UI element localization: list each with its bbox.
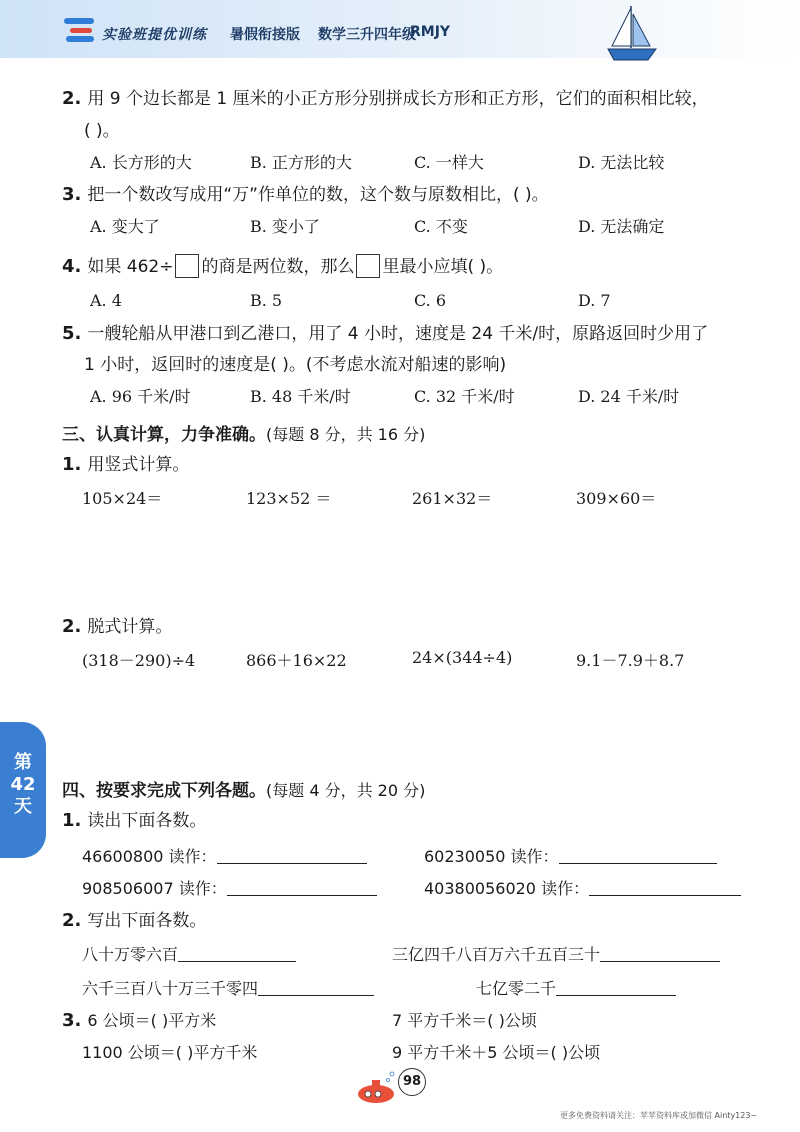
submarine-icon <box>354 1068 400 1108</box>
write-number-4: 七亿零二千 <box>476 978 676 1000</box>
vertical-calc-1: 105×24＝ <box>82 489 163 508</box>
q3-option-d[interactable]: D. 无法确定 <box>578 217 665 236</box>
write-number-3: 六千三百八十万三千零四 <box>82 978 374 1000</box>
answer-line[interactable] <box>227 879 377 896</box>
grade-label: 数学三升四年级 <box>318 27 416 43</box>
page-number: 98 <box>398 1068 426 1096</box>
stepwise-calc-4: 9.1－7.9＋8.7 <box>576 651 685 670</box>
q4-option-d[interactable]: D. 7 <box>578 291 611 310</box>
q2-option-b[interactable]: B. 正方形的大 <box>250 153 352 172</box>
section-3-sub-1: 1. 用竖式计算。 <box>62 454 190 475</box>
read-number-1: 46600800 读作： <box>82 846 367 868</box>
stepwise-calc-1: (318－290)÷4 <box>82 651 196 670</box>
section-4-sub-3: 3. 6 公顷＝( )平方米 <box>62 1010 217 1031</box>
vertical-calc-3: 261×32＝ <box>412 489 493 508</box>
stepwise-calc-3: 24×(344÷4) <box>412 648 513 667</box>
section-3-heading: 三、认真计算，力争准确。(每题 8 分，共 16 分) <box>62 425 426 445</box>
answer-line[interactable] <box>178 945 296 962</box>
question-5-line2: 1 小时，返回时的速度是( )。(不考虑水流对船速的影响) <box>84 355 507 375</box>
brand-title: 实验班提优训练 <box>102 27 207 43</box>
edition-label: 暑假衔接版 <box>230 27 300 43</box>
publisher-code: RMJY <box>410 24 451 40</box>
answer-line[interactable] <box>258 979 374 996</box>
footer-note: 更多免费资料请关注：苹苹资料库或加微信 Ainty123~ <box>560 1111 758 1120</box>
answer-line[interactable] <box>559 847 717 864</box>
q5-option-d[interactable]: D. 24 千米/时 <box>578 387 680 406</box>
question-2: 2. 用 9 个边长都是 1 厘米的小正方形分别拼成长方形和正方形，它们的面积相比较， <box>62 88 709 109</box>
q4-option-a[interactable]: A. 4 <box>90 291 122 310</box>
question-5: 5. 一艘轮船从甲港口到乙港口，用了 4 小时，速度是 24 千米/时，原路返回时少用了 <box>62 323 709 344</box>
unit-convert-4: 9 平方千米＋5 公顷＝( )公顷 <box>392 1043 601 1062</box>
read-number-2: 60230050 读作： <box>424 846 717 868</box>
brand-logo-icon <box>62 14 98 48</box>
write-number-2: 三亿四千八百万六千五百三十 <box>392 944 720 966</box>
answer-box[interactable] <box>356 254 380 278</box>
section-4-sub-2: 2. 写出下面各数。 <box>62 910 207 931</box>
section-3-sub-2: 2. 脱式计算。 <box>62 616 173 637</box>
unit-convert-2: 7 平方千米＝( )公顷 <box>392 1011 537 1030</box>
q2-option-a[interactable]: A. 长方形的大 <box>90 153 192 172</box>
q2-option-d[interactable]: D. 无法比较 <box>578 153 665 172</box>
read-number-3: 908506007 读作： <box>82 878 377 900</box>
q3-option-a[interactable]: A. 变大了 <box>90 217 160 236</box>
answer-line[interactable] <box>556 979 676 996</box>
question-4: 4. 如果 462÷ 的商是两位数，那么 里最小应填( )。 <box>62 256 504 277</box>
q5-option-b[interactable]: B. 48 千米/时 <box>250 387 351 406</box>
unit-convert-3: 1100 公顷＝( )平方千米 <box>82 1043 258 1062</box>
answer-box[interactable] <box>175 254 199 278</box>
section-4-heading: 四、按要求完成下列各题。(每题 4 分，共 20 分) <box>62 781 426 801</box>
answer-line[interactable] <box>600 945 720 962</box>
vertical-calc-4: 309×60＝ <box>576 489 657 508</box>
q3-option-c[interactable]: C. 不变 <box>414 217 468 236</box>
answer-line[interactable] <box>217 847 367 864</box>
vertical-calc-2: 123×52 ＝ <box>246 489 332 508</box>
q2-option-c[interactable]: C. 一样大 <box>414 153 484 172</box>
stepwise-calc-2: 866＋16×22 <box>246 651 347 670</box>
sailboat-icon <box>600 2 662 66</box>
question-2-paren: ( )。 <box>84 121 120 141</box>
q4-option-c[interactable]: C. 6 <box>414 291 447 310</box>
write-number-1: 八十万零六百 <box>82 944 296 966</box>
read-number-4: 40380056020 读作： <box>424 878 741 900</box>
question-3: 3. 把一个数改写成用“万”作单位的数，这个数与原数相比，( )。 <box>62 184 549 205</box>
section-4-sub-1: 1. 读出下面各数。 <box>62 810 207 831</box>
q4-option-b[interactable]: B. 5 <box>250 291 283 310</box>
q3-option-b[interactable]: B. 变小了 <box>250 217 320 236</box>
q5-option-c[interactable]: C. 32 千米/时 <box>414 387 515 406</box>
answer-line[interactable] <box>589 879 741 896</box>
day-tab-label: 第 42 天 <box>10 752 36 817</box>
q5-option-a[interactable]: A. 96 千米/时 <box>90 387 191 406</box>
